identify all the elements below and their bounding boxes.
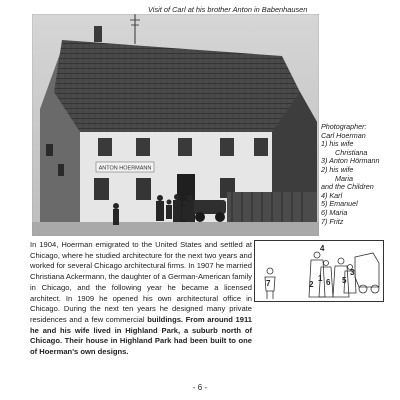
biography-text: In 1904, Hoerman emigrated to the United States and settled at Chicago, where he studied architecture for the next two years and worked for several Chicago architectural firms. In 1907 he married Christiana Ackermann, the daughter of a German-American family in Chicago, and the following year he became a licensed architect. In 1909 he opened his own architectural office in Chicago. During the next ten years he designed many private residences and a few commercial <box>30 240 253 324</box>
legend-line: 6) Maria <box>321 207 348 217</box>
legend-line: 7) Fritz <box>321 216 344 226</box>
biography-paragraph <box>30 240 252 358</box>
biography-bold-text: buildings. From around 1911 he and his wife lived in Highland Park, a suburb north of Chicago. Their house in Highland Park had been built to one of Hoerman's own designs. <box>30 314 252 357</box>
photo-caption: Visit of Carl at his brother Anton in Babenhausen <box>148 5 308 14</box>
legend-line: 5) Emanuel <box>321 199 358 209</box>
legend-line: 3) Anton Hörmann <box>321 156 380 166</box>
photo-key-diagram <box>254 240 384 302</box>
key-number-4: 4 <box>320 244 325 253</box>
legend-line: 1) his wife <box>321 139 354 149</box>
key-number-5: 5 <box>342 276 347 285</box>
legend-line: 4) Karl <box>321 190 343 200</box>
photographer-heading: Photographer: <box>321 122 367 131</box>
legend-line: 2) his wife <box>321 164 354 174</box>
photographer-legend <box>321 123 399 226</box>
historic-house-photo <box>32 14 319 236</box>
key-number-1: 1 <box>318 274 323 283</box>
key-number-6: 6 <box>326 278 331 287</box>
legend-line: and the Children <box>321 182 374 192</box>
key-number-3: 3 <box>350 268 355 277</box>
page-number: - 6 - <box>192 383 208 392</box>
photographer-name: Carl Hoerman <box>321 130 366 140</box>
shop-sign-text: ANTON HOERMANN <box>98 165 152 172</box>
key-number-7: 7 <box>266 279 271 288</box>
key-number-2: 2 <box>309 280 314 289</box>
legend-line: Christiana <box>335 147 368 157</box>
legend-line: Maria <box>335 173 353 183</box>
